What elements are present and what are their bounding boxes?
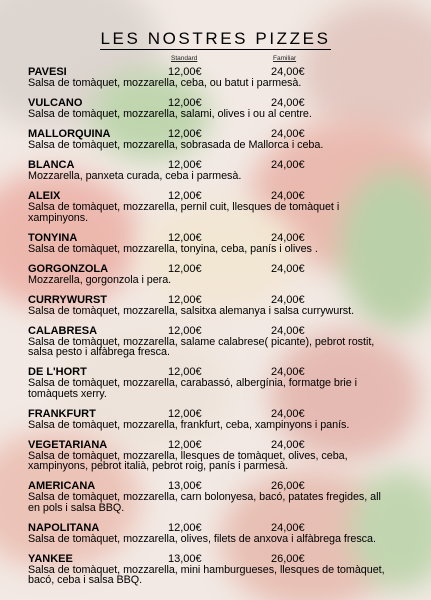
price-familiar: 24,00€ <box>271 407 305 420</box>
column-header-familiar: Familiar <box>273 55 297 62</box>
pizza-description: Salsa de tomàquet, mozzarella, frankfurt, ceba, xampinyons i panís. <box>28 418 350 431</box>
pizza-item <box>28 191 388 223</box>
pizza-name: MALLORQUINA <box>28 128 111 140</box>
pizza-name: DE L'HORT <box>28 366 87 378</box>
price-familiar: 24,00€ <box>271 159 305 171</box>
price-familiar: 26,00€ <box>271 480 305 492</box>
price-familiar: 26,00€ <box>271 552 305 565</box>
pizza-description: Salsa de tomàquet, mozzarella, sobrasada de Mallorca i ceba. <box>28 139 324 151</box>
price-standard: 13,00€ <box>168 552 202 565</box>
price-standard: 12,00€ <box>168 190 202 202</box>
pizza-item <box>28 523 388 545</box>
price-standard: 12,00€ <box>168 159 202 171</box>
pizza-description: Salsa de tomàquet, mozzarella, mini hamburgueses, llesques de tomàquet, bacó, ceba i salsa BBQ. <box>28 563 385 586</box>
pizza-name: YANKEE <box>28 552 73 565</box>
pizza-description: Salsa de tomàquet, mozzarella, tonyina, ceba, panís i olives . <box>28 242 318 255</box>
price-familiar: 24,00€ <box>271 324 305 337</box>
price-familiar: 24,00€ <box>271 366 305 378</box>
pizza-item <box>28 67 388 89</box>
column-header-standard: Standard <box>171 55 198 62</box>
pizza-description: Salsa de tomàquet, mozzarella, carabassó, albergínia, formatge brie i tomàquets xerry. <box>28 377 358 400</box>
price-familiar: 24,00€ <box>271 262 305 275</box>
price-standard: 12,00€ <box>168 262 202 275</box>
pizza-item <box>28 481 388 513</box>
pizza-description: Salsa de tomàquet, mozzarella, salami, olives i ou al centre. <box>28 108 312 120</box>
pizza-description: Salsa de tomàquet, mozzarella, carn bolonyesa, bacó, patates fregides, all en pols i salsa BBQ. <box>28 491 381 514</box>
pizza-name: AMERICANA <box>28 480 96 492</box>
price-familiar: 24,00€ <box>271 128 305 140</box>
price-familiar: 24,00€ <box>271 231 305 244</box>
pizza-item <box>28 409 388 431</box>
pizza-name: VEGETARIANA <box>28 438 108 451</box>
pizza-name: VULCANO <box>28 97 83 109</box>
price-standard: 12,00€ <box>168 366 202 378</box>
pizza-item <box>28 440 388 472</box>
price-familiar: 24,00€ <box>271 438 305 451</box>
pizza-name: ALEIX <box>28 190 61 202</box>
price-standard: 12,00€ <box>168 438 202 451</box>
price-standard: 12,00€ <box>168 293 202 306</box>
price-standard: 12,00€ <box>168 407 202 420</box>
price-familiar: 24,00€ <box>271 66 305 78</box>
price-standard: 12,00€ <box>168 97 202 109</box>
price-standard: 12,00€ <box>168 66 202 78</box>
pizza-item <box>28 160 388 182</box>
pizza-item <box>28 326 388 358</box>
price-familiar: 24,00€ <box>271 293 305 306</box>
pizza-item <box>28 295 388 317</box>
price-standard: 12,00€ <box>168 521 202 534</box>
pizza-item <box>28 233 388 255</box>
pizza-description: Salsa de tomàquet, mozzarella, salsitxa alemanya i salsa currywurst. <box>28 304 355 317</box>
pizza-item <box>28 264 388 286</box>
pizza-description: Salsa de tomàquet, mozzarella, ceba, ou batut i parmesà. <box>28 77 302 89</box>
pizza-description: Salsa de tomàquet, mozzarella, pernil cuit, llesques de tomàquet i xampinyons. <box>28 201 340 224</box>
price-familiar: 24,00€ <box>271 97 305 109</box>
pizza-item <box>28 554 388 586</box>
price-familiar: 24,00€ <box>271 521 305 534</box>
pizza-name: CALABRESA <box>28 324 98 337</box>
pizza-name: NAPOLITANA <box>28 521 100 534</box>
pizza-item <box>28 129 388 151</box>
pizza-list <box>28 67 388 595</box>
pizza-description: Mozzarella, panxeta curada, ceba i parmesà. <box>28 170 242 182</box>
pizza-name: GORGONZOLA <box>28 262 109 275</box>
pizza-description: Salsa de tomàquet, mozzarella, salame calabrese( picante), pebrot rostit, salsa pesto i alfàbrega fresca. <box>28 335 375 358</box>
pizza-item <box>28 367 388 399</box>
price-standard: 13,00€ <box>168 480 202 492</box>
pizza-name: BLANCA <box>28 159 75 171</box>
menu-title: LES NOSTRES PIZZES <box>100 29 331 48</box>
pizza-item <box>28 98 388 120</box>
pizza-description: Salsa de tomàquet, mozzarella, olives, filets de anxova i alfàbrega fresca. <box>28 532 376 545</box>
price-standard: 12,00€ <box>168 231 202 244</box>
pizza-name: CURRYWURST <box>28 293 108 306</box>
pizza-name: FRANKFURT <box>28 407 96 420</box>
pizza-name: TONYINA <box>28 231 78 244</box>
price-familiar: 24,00€ <box>271 190 305 202</box>
price-standard: 12,00€ <box>168 324 202 337</box>
pizza-description: Mozzarella, gorgonzola i pera. <box>28 273 172 286</box>
price-standard: 12,00€ <box>168 128 202 140</box>
pizza-description: Salsa de tomàquet, mozzarella, llesques de tomàquet, olives, ceba, xampinyons, pebrot italià, pebrot roig, panís i parmesà. <box>28 449 348 472</box>
pizza-name: PAVESI <box>28 66 67 78</box>
